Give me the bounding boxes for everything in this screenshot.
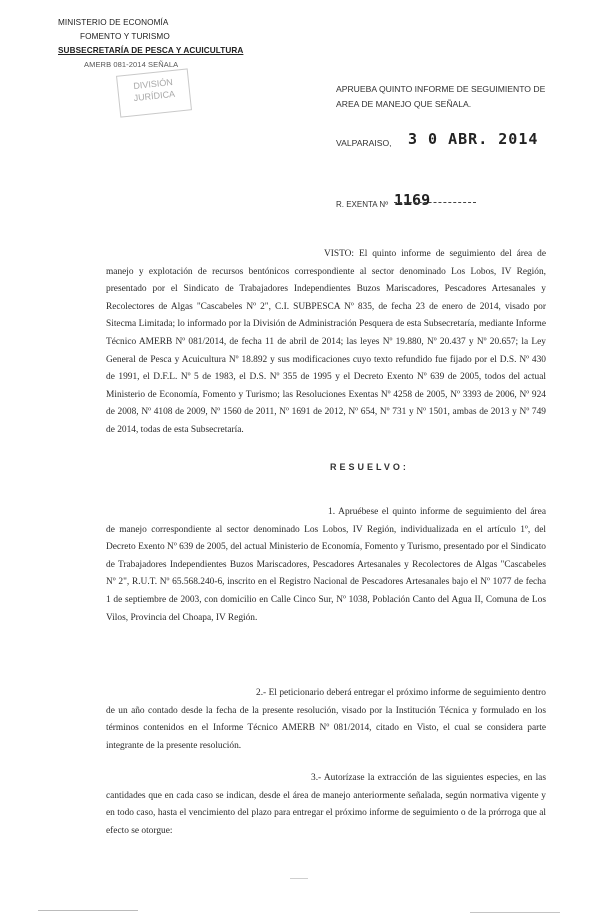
stamp-line-2: JURÍDICA [133,88,176,104]
subsecretaria-name: SUBSECRETARÍA DE PESCA Y ACUICULTURA [58,46,244,55]
article-2-text: 2.- El peticionario deberá entregar el próximo informe de seguimiento dentro de un año contado desde la fecha de la presente resolución, visado por la Institución Técnica y formulado en los términos contenidos en el Informe Técnico AMERB Nº 081/2014, citado en Visto, el cual se considera parte integrante de la presente resolución. [106,688,546,751]
document-date: 3 0 ABR. 2014 [408,130,539,148]
article-3-paragraph [106,770,546,840]
article-3-text: 3.- Autorízase la extracción de las siguientes especies, en las cantidades que en cada caso se indican, desde el área de manejo anteriormente señalada, según normativa vigente y en todo caso, hasta el vencimiento del plazo para entregar el próximo informe de seguimiento o de la prórroga que al efecto se otorgue: [106,773,546,836]
visto-paragraph [106,246,546,440]
resuelvo-heading: RESUELVO: [330,462,409,472]
ministry-subtitle: FOMENTO Y TURISMO [80,32,170,41]
scan-edge-mark [38,910,138,917]
division-stamp [116,68,192,117]
place-label: VALPARAISO, [336,138,392,148]
scan-edge-mark [470,912,560,917]
exenta-number: 1169 [394,191,431,209]
reference-code: AMERB 081-2014 SEÑALA [84,60,179,69]
article-1-paragraph [106,504,546,627]
visto-text: VISTO: El quinto informe de seguimiento del área de manejo y explotación de recursos bentónicos correspondiente al sector denominado Los Lobos, IV Región, presentado por el Sindicato de Trabajadores Independientes Buzos Mariscadores, Pescadores Artesanales y Recolectores de Algas "Cascabeles Nº 2", C.I. SUBPESCA Nº 835, de fecha 23 de enero de 2014, visado por Sitecma Limitada; lo informado por la División de Administración Pesquera de esta Subsecretaría, mediante Informe Técnico AMERB Nº 081/2014, de fecha 11 de abril de 2014; las leyes Nº 19.880, Nº 20.437 y Nº 20.657; la Ley General de Pesca y Acuicultura Nº 18.892 y sus modificaciones cuyo texto refundido fue fijado por el D.S. Nº 430 de 1991, el D.F.L. Nº 5 de 1983, el D.S. Nº 355 de 1995 y el Decreto Exento Nº 639 de 2005, todos del actual Ministerio de Economía, Fomento y Turismo; las Resoluciones Exentas Nº 4258 de 2005, Nº 3393 de 2006, Nº 924 de 2008, Nº 4108 de 2009, Nº 1560 de 2011, Nº 1691 de 2012, Nº 654, Nº 731 y Nº 1501, ambas de 2013 y Nº 749 de 2014, todas de esta Subsecretaría. [106,249,546,435]
exenta-label: R. EXENTA Nº [336,200,389,209]
stamp-line-1: DIVISIÓN [132,77,174,92]
article-1-text: 1. Apruébese el quinto informe de seguimiento del área de manejo correspondiente al sector denominado Los Lobos, IV Región, individualizada en el artículo 1º, del Decreto Exento Nº 639 de 2005, del actual Ministerio de Economía, Fomento y Turismo, presentado por el Sindicato de Trabajadores Independientes Buzos Mariscadores, Pescadores Artesanales y Recolectores de Algas "Cascabeles Nº 2", R.U.T. Nº 65.568.240-6, inscrito en el Registro Nacional de Pescadores Artesanales bajo el Nº 1077 de fecha 1 de septiembre de 2003, con domicilio en Calle Cinco Sur, Nº 1038, Población Canto del Agua II, Comuna de Los Vilos, Provincia del Choapa, IV Región. [106,507,546,623]
document-subject: APRUEBA QUINTO INFORME DE SEGUIMIENTO DE AREA DE MANEJO QUE SEÑALA. [336,84,546,109]
article-2-paragraph [106,685,546,755]
ministry-name: MINISTERIO DE ECONOMÍA [58,18,169,27]
scan-mark [290,870,308,879]
exenta-underline [394,202,476,203]
